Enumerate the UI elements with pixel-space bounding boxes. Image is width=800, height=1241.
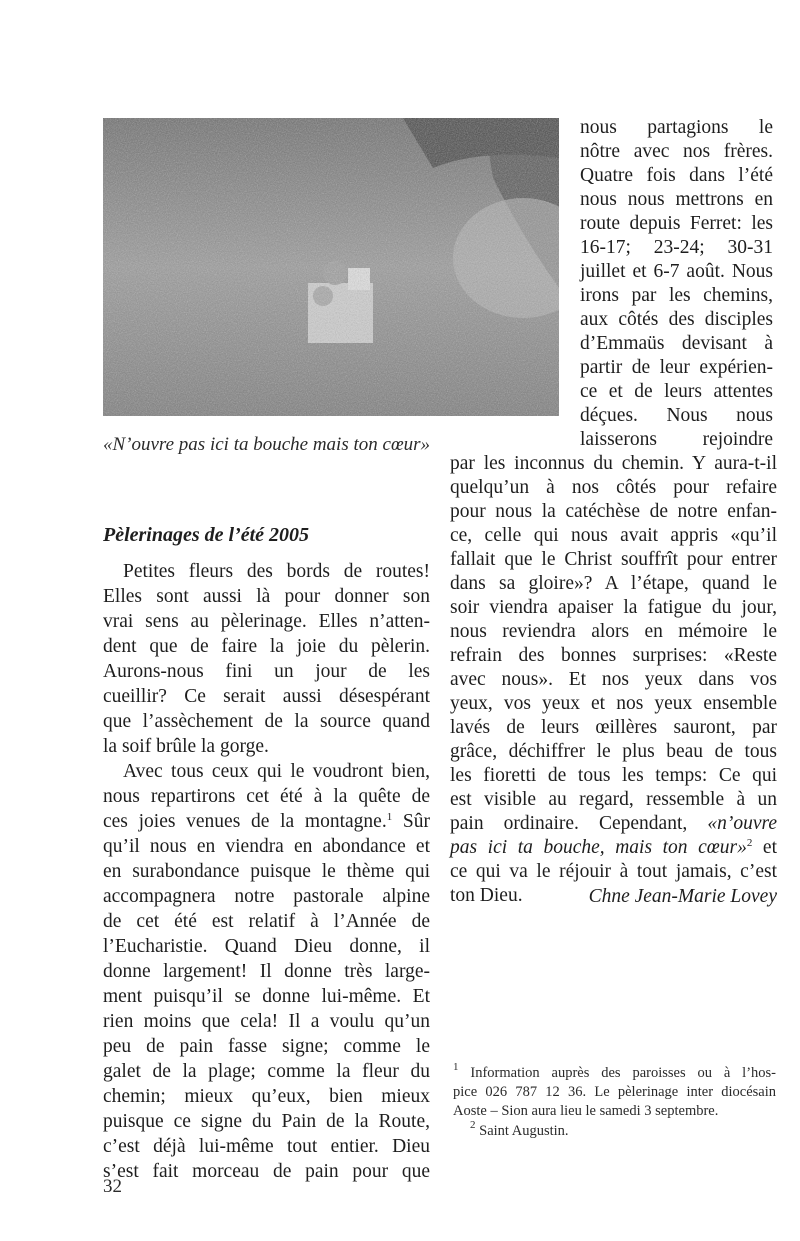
author-signature: Chne Jean-Marie Lovey bbox=[588, 886, 777, 907]
footnote-1-line bbox=[453, 1061, 777, 1083]
right-line: ce, celle qui nous avait appris «qu’il bbox=[450, 525, 777, 546]
footnote-text: Information auprès des paroisses ou à l’hos- bbox=[470, 1065, 777, 1081]
hillside-photo bbox=[103, 118, 559, 416]
photo-icon bbox=[103, 118, 559, 416]
right-line: soir viendra apaiser la fatigue du jour, bbox=[450, 597, 777, 618]
right-line: nôtre avec nos frères. bbox=[580, 141, 773, 162]
left-line: c’est déjà lui-même tout entier. Dieu bbox=[103, 1136, 430, 1157]
left-line: accompagnera notre pastorale alpine bbox=[103, 886, 430, 907]
footnote-number-2: 2 bbox=[470, 1119, 476, 1131]
footnote-1-line: Aoste – Sion aura lieu le samedi 3 septembre. bbox=[453, 1103, 719, 1119]
section-title: Pèlerinages de l’été 2005 bbox=[103, 524, 310, 546]
left-line: cueillir? Ce serait aussi désespérant bbox=[103, 686, 430, 707]
right-line: d’Emmaüs devisant à bbox=[580, 333, 773, 354]
quote-italic: pas ici ta bouche, mais ton cœur» bbox=[450, 837, 747, 858]
right-line: route depuis Ferret: les bbox=[580, 213, 773, 234]
right-line: fallait que le Christ souffrît pour entrer bbox=[450, 549, 777, 570]
footnote-1-line: pice 026 787 12 36. Le pèlerinage inter diocésain bbox=[453, 1084, 776, 1100]
left-line: Petites fleurs des bords de routes! bbox=[123, 561, 430, 582]
left-line: peu de pain fasse signe; comme le bbox=[103, 1036, 430, 1057]
right-line: nous reviendra alors en mémoire le bbox=[450, 621, 777, 642]
left-line: la soif brûle la gorge. bbox=[103, 736, 269, 757]
right-line: yeux, vos yeux et nos yeux ensemble bbox=[450, 693, 777, 714]
right-line: Quatre fois dans l’été bbox=[580, 165, 773, 186]
right-line: quelqu’un à nos côtés pour refaire bbox=[450, 477, 777, 498]
right-line: est visible au regard, ressemble à un bbox=[450, 789, 777, 810]
right-line: partir de leur expérien- bbox=[580, 357, 773, 378]
footnote-2-line bbox=[470, 1119, 776, 1141]
footnote-number-1: 1 bbox=[453, 1061, 459, 1073]
footnote-ref-2[interactable]: 2 bbox=[746, 837, 753, 849]
right-line: pour nous la catéchèse de notre enfan- bbox=[450, 501, 777, 522]
left-line: nous repartirons cet été à la quête de bbox=[103, 786, 430, 807]
left-line: Elles sont aussi là pour donner son bbox=[103, 586, 430, 607]
left-line: Avec tous ceux qui le voudront bien, bbox=[123, 761, 430, 782]
footnote-ref-1[interactable]: 1 bbox=[386, 811, 393, 823]
right-line: aux côtés des disciples bbox=[580, 309, 773, 330]
right-line bbox=[450, 812, 777, 836]
right-line: les fioretti de tous les temps: Ce qui bbox=[450, 765, 777, 786]
left-line: Aurons-nous fini un jour de les bbox=[103, 661, 430, 682]
left-line: ment puisqu’il se donne lui-même. Et bbox=[103, 986, 430, 1007]
quote-italic: «n’ouvre bbox=[707, 813, 777, 834]
right-line: dans sa gloire»? A l’étape, quand le bbox=[450, 573, 777, 594]
page-number: 32 bbox=[103, 1176, 122, 1197]
left-line: l’Eucharistie. Quand Dieu donne, il bbox=[103, 936, 430, 957]
left-line: chemin; mieux qu’eux, bien mieux bbox=[103, 1086, 430, 1107]
right-line: ton Dieu. bbox=[450, 885, 523, 906]
right-line: nous partagions le bbox=[580, 117, 773, 138]
right-line: grâce, déchiffrer le plus beau de tous bbox=[450, 741, 777, 762]
left-line: de cet été est relatif à l’Année de bbox=[103, 911, 430, 932]
right-line: par les inconnus du chemin. Y aura-t-il bbox=[450, 453, 777, 474]
left-line: s’est fait morceau de pain pour que bbox=[103, 1161, 430, 1182]
left-line-text: Sûr bbox=[402, 811, 431, 832]
photo-caption: «N’ouvre pas ici ta bouche mais ton cœur» bbox=[103, 434, 431, 455]
right-line: irons par les chemins, bbox=[580, 285, 773, 306]
right-line: refrain des bonnes surprises: «Reste bbox=[450, 645, 777, 666]
left-line: galet de la plage; comme la fleur du bbox=[103, 1061, 430, 1082]
footnote-text: Saint Augustin. bbox=[479, 1123, 569, 1139]
left-line: donne largement! Il donne très large- bbox=[103, 961, 430, 982]
right-line: ce et de leurs attentes bbox=[580, 381, 773, 402]
right-line: 16-17; 23-24; 30-31 bbox=[580, 237, 773, 258]
left-line: dent que de faire la joie du pèlerin. bbox=[103, 636, 430, 657]
right-line: nous nous mettrons en bbox=[580, 189, 773, 210]
left-line: rien moins que cela! Il a voulu qu’un bbox=[103, 1011, 430, 1032]
right-line-text: et bbox=[762, 837, 777, 858]
left-line: vrai sens au pèlerinage. Elles n’atten- bbox=[103, 611, 430, 632]
left-line: en surabondance puisque le thème qui bbox=[103, 861, 430, 882]
right-line-text: pain ordinaire. Cependant, bbox=[450, 813, 688, 834]
right-line: juillet et 6-7 août. Nous bbox=[580, 261, 773, 282]
right-line bbox=[450, 836, 777, 860]
left-line: puisque ce signe du Pain de la Route, bbox=[103, 1111, 430, 1132]
right-line: ce qui va le réjouir à tout jamais, c’est bbox=[450, 861, 777, 882]
right-line: avec nous». Et nos yeux dans vos bbox=[450, 669, 777, 690]
left-line bbox=[103, 810, 430, 834]
left-line-text: ces joies venues de la montagne. bbox=[103, 811, 387, 832]
left-line: qu’il nous en viendra en abondance et bbox=[103, 836, 430, 857]
right-line: déçues. Nous nous bbox=[580, 405, 773, 426]
right-line: laisserons rejoindre bbox=[580, 429, 773, 450]
right-line: lavés de leurs œillères sauront, par bbox=[450, 717, 777, 738]
left-line: que l’assèchement de la source quand bbox=[103, 711, 430, 732]
